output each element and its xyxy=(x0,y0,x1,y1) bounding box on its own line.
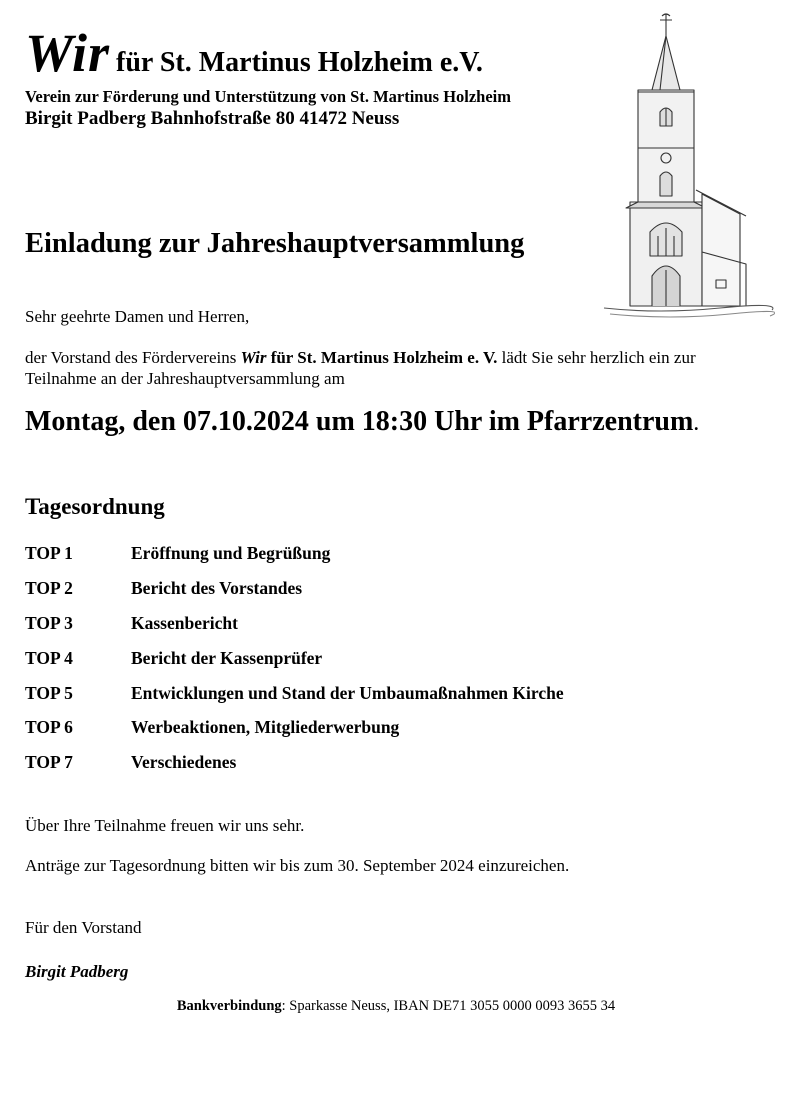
meeting-date-end: . xyxy=(693,410,700,436)
intro-post: lädt Sie sehr herzlich ein zur Teilnahme an der Jahreshauptversammlung am xyxy=(25,348,696,388)
intro-org-rest: für St. Martinus Holzheim e. V. xyxy=(266,348,498,367)
agenda-heading: Tagesordnung xyxy=(25,494,165,519)
bank-value: : Sparkasse Neuss, IBAN DE71 3055 0000 0093 3655 34 xyxy=(281,998,616,1014)
agenda-item-label: Kassenbericht xyxy=(131,613,238,633)
agenda-item-label: Eröffnung und Begrüßung xyxy=(131,543,331,563)
agenda-item xyxy=(25,648,322,669)
agenda-item xyxy=(25,543,330,564)
bank-details xyxy=(0,998,792,1015)
agenda-item-number: TOP 2 xyxy=(25,578,73,598)
agenda-item-label: Bericht der Kassenprüfer xyxy=(131,648,323,668)
meeting-date-text: Montag, den 07.10.2024 um 18:30 Uhr im Pfarrzentrum xyxy=(25,406,694,437)
board-line: Für den Vorstand xyxy=(25,918,142,937)
agenda-item xyxy=(25,683,564,704)
agenda-item-label: Bericht des Vorstandes xyxy=(131,578,303,598)
organization-name-rest: für St. Martinus Holzheim e.V. xyxy=(116,47,483,78)
organization-name-wir: Wir xyxy=(25,23,111,83)
agenda-item xyxy=(25,752,236,773)
intro-org-wir: Wir xyxy=(240,348,267,367)
agenda-item-number: TOP 7 xyxy=(25,752,73,772)
organization-address: Birgit Padberg Bahnhofstraße 80 41472 Neuss xyxy=(25,108,400,129)
agenda-item-number: TOP 1 xyxy=(25,543,73,563)
agenda-item-number: TOP 3 xyxy=(25,613,73,633)
agenda-item xyxy=(25,578,302,599)
organization-name xyxy=(25,23,483,83)
bank-label: Bankverbindung xyxy=(176,998,282,1014)
agenda-item xyxy=(25,613,238,634)
closing-sentence: Über Ihre Teilnahme freuen wir uns sehr. xyxy=(25,816,305,835)
submission-request: Anträge zur Tagesordnung bitten wir bis zum 30. September 2024 einzureichen. xyxy=(25,856,570,875)
signature-name: Birgit Padberg xyxy=(25,962,129,981)
meeting-date xyxy=(25,406,699,438)
agenda-item-label: Entwicklungen und Stand der Umbaumaßnahmen Kirche xyxy=(131,683,564,703)
agenda-item-number: TOP 6 xyxy=(25,717,73,737)
agenda-item-number: TOP 4 xyxy=(25,648,73,668)
organization-subtitle: Verein zur Förderung und Unterstützung von St. Martinus Holzheim xyxy=(25,87,512,106)
page-title: Einladung zur Jahreshauptversammlung xyxy=(25,228,525,259)
salutation: Sehr geehrte Damen und Herren, xyxy=(25,307,250,326)
intro-paragraph xyxy=(25,347,765,389)
church-drawing xyxy=(600,8,775,328)
agenda-item-number: TOP 5 xyxy=(25,683,73,703)
agenda-item xyxy=(25,717,399,738)
agenda-item-label: Werbeaktionen, Mitgliederwerbung xyxy=(131,717,400,737)
intro-pre: der Vorstand des Fördervereins xyxy=(25,348,241,367)
agenda-item-label: Verschiedenes xyxy=(131,752,237,772)
